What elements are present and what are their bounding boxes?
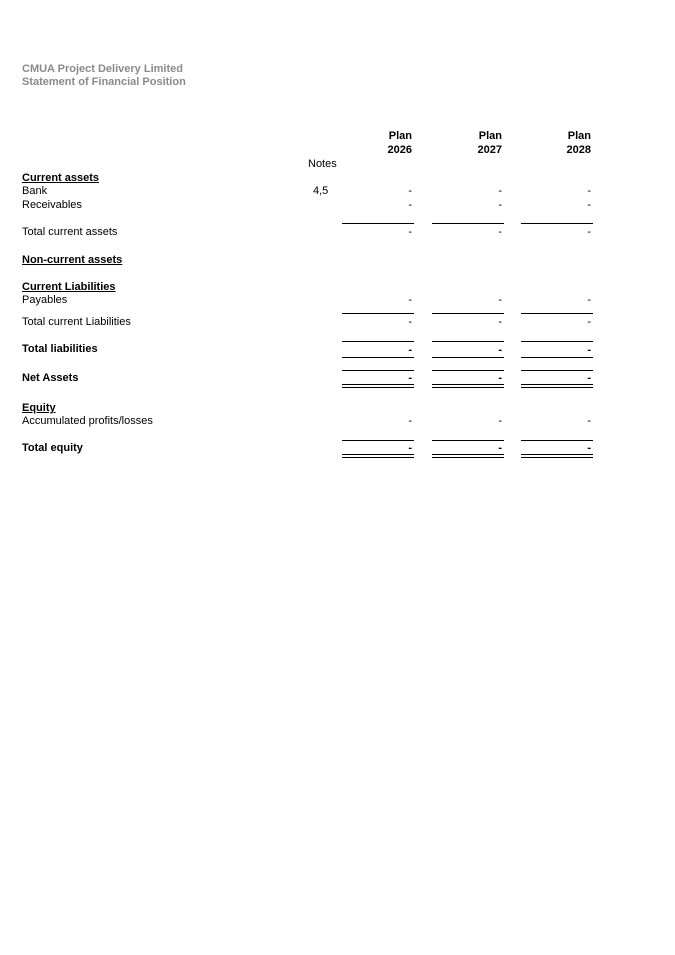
receivables-value-2027: - xyxy=(498,199,502,211)
total-current-assets-2027: - xyxy=(498,226,502,238)
receivables-value-2028: - xyxy=(587,199,591,211)
subtotal-rule xyxy=(521,341,593,342)
col-2028-year: 2028 xyxy=(566,144,591,156)
subtotal-rule xyxy=(521,313,593,314)
total-equity-2028: - xyxy=(587,442,591,454)
total-equity-label: Total equity xyxy=(22,442,83,454)
total-current-assets-label: Total current assets xyxy=(22,226,118,238)
total-current-assets-2026: - xyxy=(408,226,412,238)
bank-value-2026: - xyxy=(408,185,412,197)
accumulated-value-2027: - xyxy=(498,415,502,427)
subtotal-rule xyxy=(432,223,504,224)
subtotal-rule xyxy=(342,370,414,371)
bank-note: 4,5 xyxy=(313,185,329,197)
double-rule xyxy=(521,454,593,458)
non-current-assets-heading: Non-current assets xyxy=(22,254,123,266)
double-rule xyxy=(521,384,593,388)
double-rule xyxy=(432,384,504,388)
subtotal-rule xyxy=(342,223,414,224)
col-2026-label: Plan xyxy=(388,130,412,142)
payables-value-2028: - xyxy=(587,294,591,306)
current-liabilities-heading: Current Liabilities xyxy=(22,281,116,293)
total-liabilities-label: Total liabilities xyxy=(22,343,98,355)
subtotal-rule xyxy=(342,440,414,441)
col-2027-label: Plan xyxy=(478,130,502,142)
subtotal-rule xyxy=(432,370,504,371)
col-2027-year: 2027 xyxy=(477,144,502,156)
bank-value-2028: - xyxy=(587,185,591,197)
accumulated-label: Accumulated profits/losses xyxy=(22,415,153,427)
bank-value-2027: - xyxy=(498,185,502,197)
current-assets-heading: Current assets xyxy=(22,172,100,184)
double-rule xyxy=(342,384,414,388)
total-current-liabilities-2026: - xyxy=(408,316,412,328)
net-assets-label: Net Assets xyxy=(22,372,79,384)
subtotal-rule xyxy=(432,313,504,314)
double-rule xyxy=(432,454,504,458)
total-rule xyxy=(432,357,504,358)
subtotal-rule xyxy=(521,370,593,371)
receivables-value-2026: - xyxy=(408,199,412,211)
company-name: CMUA Project Delivery Limited xyxy=(22,63,183,75)
total-liabilities-2026: - xyxy=(408,344,412,356)
subtotal-rule xyxy=(342,313,414,314)
total-liabilities-2027: - xyxy=(498,344,502,356)
total-current-liabilities-2027: - xyxy=(498,316,502,328)
total-current-liabilities-label: Total current Liabilities xyxy=(22,316,131,328)
net-assets-2026: - xyxy=(408,372,412,384)
total-equity-2026: - xyxy=(408,442,412,454)
total-equity-2027: - xyxy=(498,442,502,454)
subtotal-rule xyxy=(521,440,593,441)
total-liabilities-2028: - xyxy=(587,344,591,356)
col-2028-label: Plan xyxy=(567,130,591,142)
bank-label: Bank xyxy=(22,185,48,197)
col-2026-year: 2026 xyxy=(387,144,412,156)
subtotal-rule xyxy=(432,341,504,342)
payables-label: Payables xyxy=(22,294,68,306)
total-rule xyxy=(342,357,414,358)
net-assets-2027: - xyxy=(498,372,502,384)
payables-value-2027: - xyxy=(498,294,502,306)
accumulated-value-2026: - xyxy=(408,415,412,427)
double-rule xyxy=(342,454,414,458)
payables-value-2026: - xyxy=(408,294,412,306)
receivables-label: Receivables xyxy=(22,199,82,211)
equity-heading: Equity xyxy=(22,402,56,414)
total-current-assets-2028: - xyxy=(587,226,591,238)
accumulated-value-2028: - xyxy=(587,415,591,427)
subtotal-rule xyxy=(342,341,414,342)
subtotal-rule xyxy=(521,223,593,224)
total-current-liabilities-2028: - xyxy=(587,316,591,328)
notes-header: Notes xyxy=(308,158,337,170)
subtotal-rule xyxy=(432,440,504,441)
total-rule xyxy=(521,357,593,358)
statement-title: Statement of Financial Position xyxy=(22,76,186,88)
net-assets-2028: - xyxy=(587,372,591,384)
